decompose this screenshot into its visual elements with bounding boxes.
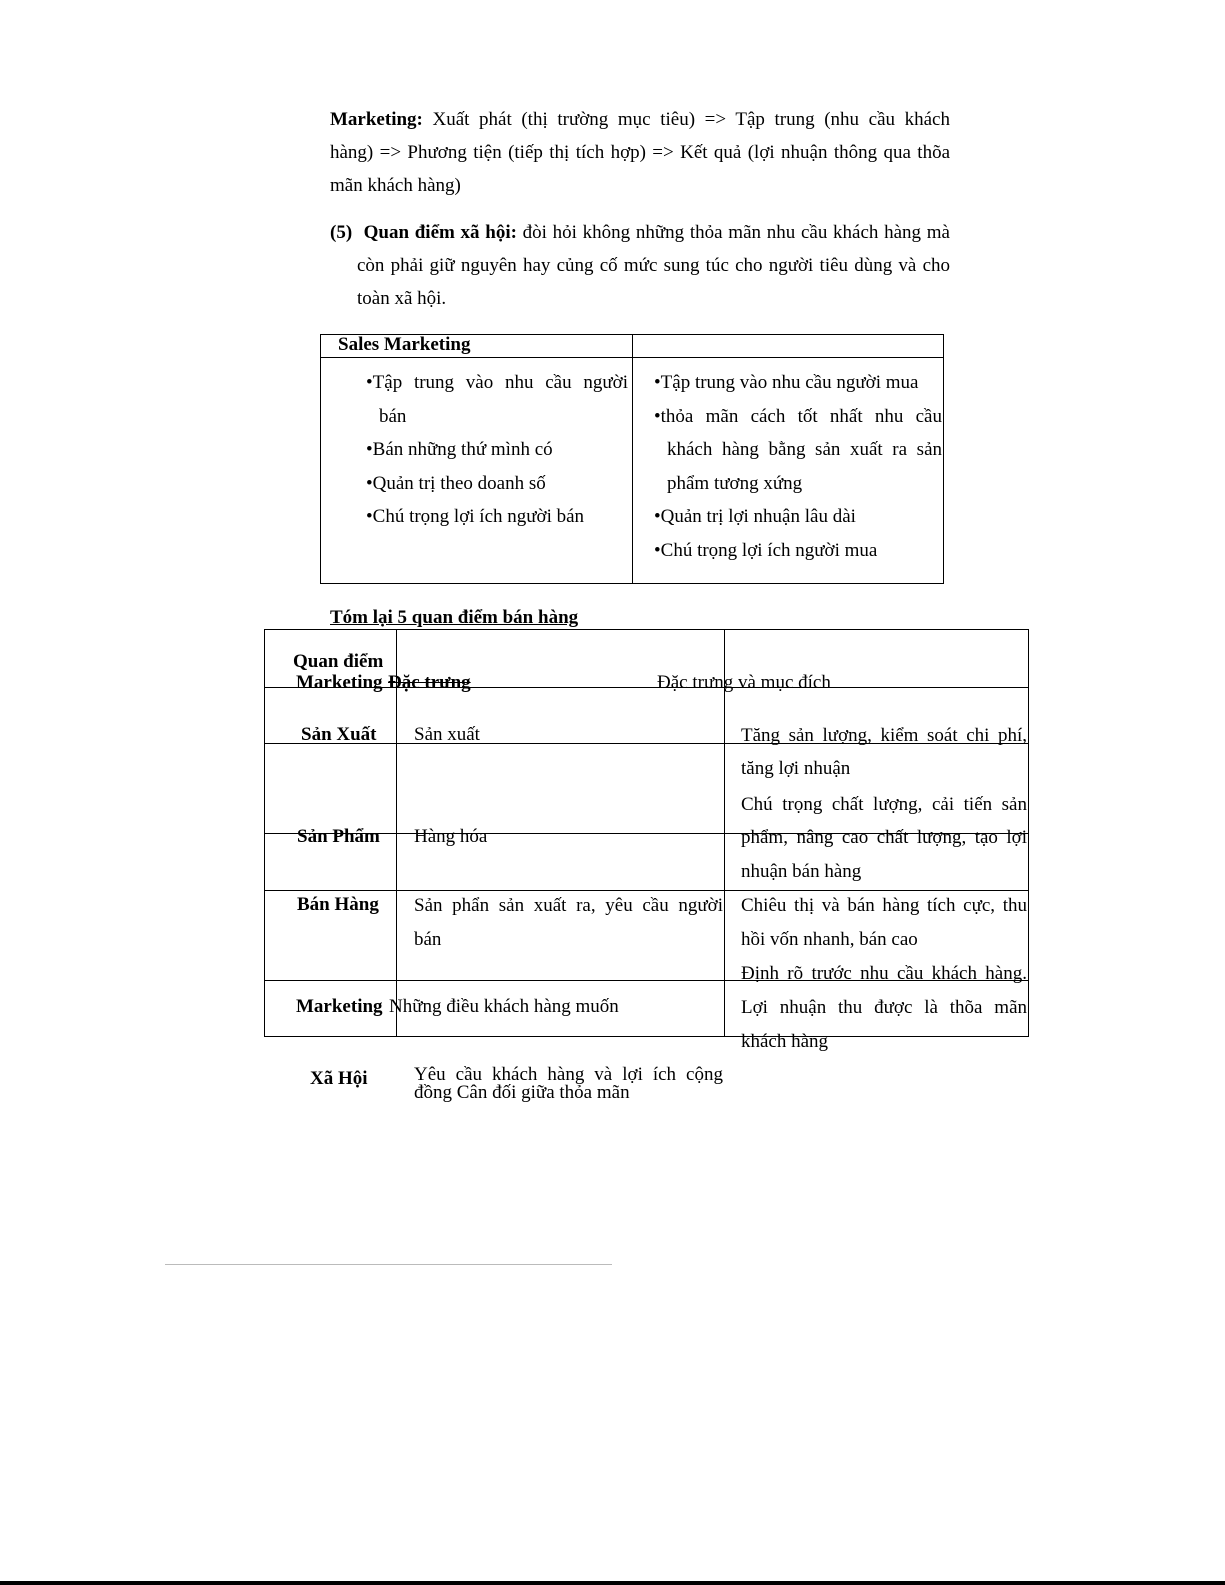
item5-paragraph <box>330 216 950 315</box>
row-sanxuat-purpose-l2: tăng lợi nhuận <box>741 758 851 779</box>
row-banhang-trait-l2: bán <box>414 929 442 950</box>
row-banhang-trait-l1: Sản phẩn sản xuất ra, yêu cầu người <box>414 895 723 916</box>
compare-divider <box>632 334 633 584</box>
row-sanpham-trait: Hàng hóa <box>414 826 488 847</box>
compare-header: Sales Marketing <box>338 334 471 355</box>
compare-right-l2: •thỏa mãn cách tốt nhất nhu cầu <box>654 405 942 427</box>
row-marketing-purpose-l3: khách hàng <box>741 1031 829 1052</box>
summary-header-col1-line1: Quan điểm <box>293 651 384 672</box>
compare-left-l5: •Chú trọng lợi ích người bán <box>366 506 585 527</box>
item5-line1: đòi hỏi không những thỏa mãn nhu cầu khách hàng mà <box>522 222 950 243</box>
compare-right-list <box>654 366 942 567</box>
intro-label: Marketing: <box>330 109 423 130</box>
intro-line3: mãn khách hàng) <box>330 175 461 196</box>
row-marketing-name: Marketing <box>296 996 383 1017</box>
compare-right-l1: •Tập trung vào nhu cầu người mua <box>654 372 919 393</box>
row-xahoi-trait-l2: đồng Cân đối giữa thỏa mãn <box>414 1082 630 1103</box>
intro-paragraph <box>330 103 950 202</box>
row-sanxuat-trait: Sản xuất <box>414 724 480 745</box>
compare-left-l3: •Bán những thứ mình có <box>366 439 553 460</box>
row-xahoi-name: Xã Hội <box>310 1068 368 1089</box>
intro-line1: Xuất phát (thị trường mục tiêu) => Tập trung (nhu cầu khách <box>432 109 950 130</box>
summary-header-col3: Đặc trưng và mục đích <box>657 672 831 693</box>
compare-right-l6: •Chú trọng lợi ích người mua <box>654 539 878 561</box>
page-bottom-edge <box>0 1581 1225 1585</box>
summary-title: Tóm lại 5 quan điểm bán hàng <box>330 607 579 628</box>
summary-header-col2: Đặc trưng <box>388 672 471 693</box>
compare-right-l5: •Quản trị lợi nhuận lâu dài <box>654 506 856 527</box>
row-marketing-trait: Những điều khách hàng muốn <box>389 996 619 1017</box>
row-xahoi-trait-l1: Yêu cầu khách hàng và lợi ích cộng <box>414 1064 723 1085</box>
row-marketing-purpose-l1: Định rõ trước nhu cầu khách hàng. <box>741 963 1027 984</box>
row-sanpham-name: Sản Phẩm <box>297 826 380 847</box>
row-sanpham-purpose-l3: nhuận bán hàng <box>741 861 862 882</box>
compare-left-l2: bán <box>379 405 407 427</box>
compare-left-l4: •Quản trị theo doanh số <box>366 472 546 494</box>
row-sanpham-purpose-l1: Chú trọng chất lượng, cải tiến sản <box>741 794 1027 815</box>
item5-label: Quan điểm xã hội: <box>363 222 517 243</box>
item5-number: (5) <box>330 222 353 243</box>
row-sanxuat-name: Sản Xuất <box>301 724 377 745</box>
summary-header-col1-line2: Marketing <box>296 672 383 693</box>
compare-left-list <box>366 366 628 534</box>
compare-left-l1: •Tập trung vào nhu cầu người <box>366 372 628 393</box>
row-sanpham-purpose-l2: phẩm, nâng cao chất lượng, tạo lợi <box>741 827 1027 848</box>
intro-line2: hàng) => Phương tiện (tiếp thị tích hợp) => Kết quả (lợi nhuận thông qua thõa <box>330 142 950 163</box>
compare-right-l4: phẩm tương xứng <box>667 472 803 494</box>
compare-right-l3: khách hàng bằng sản xuất ra sản <box>667 439 942 460</box>
row-sanxuat-purpose-l1: Tăng sản lượng, kiểm soát chi phí, <box>741 725 1027 746</box>
row-banhang-purpose-l1: Chiêu thị và bán hàng tích cực, thu <box>741 895 1027 916</box>
row-banhang-purpose-l2: hồi vốn nhanh, bán cao <box>741 929 918 950</box>
row-banhang-name: Bán Hàng <box>297 894 379 915</box>
footnote-separator <box>165 1264 612 1265</box>
row-marketing-purpose-l2: Lợi nhuận thu được là thõa mãn <box>741 997 1027 1018</box>
item5-line2: còn phải giữ nguyên hay củng cố mức sung túc cho người tiêu dùng và cho <box>357 255 950 276</box>
item5-line3: toàn xã hội. <box>357 288 447 309</box>
